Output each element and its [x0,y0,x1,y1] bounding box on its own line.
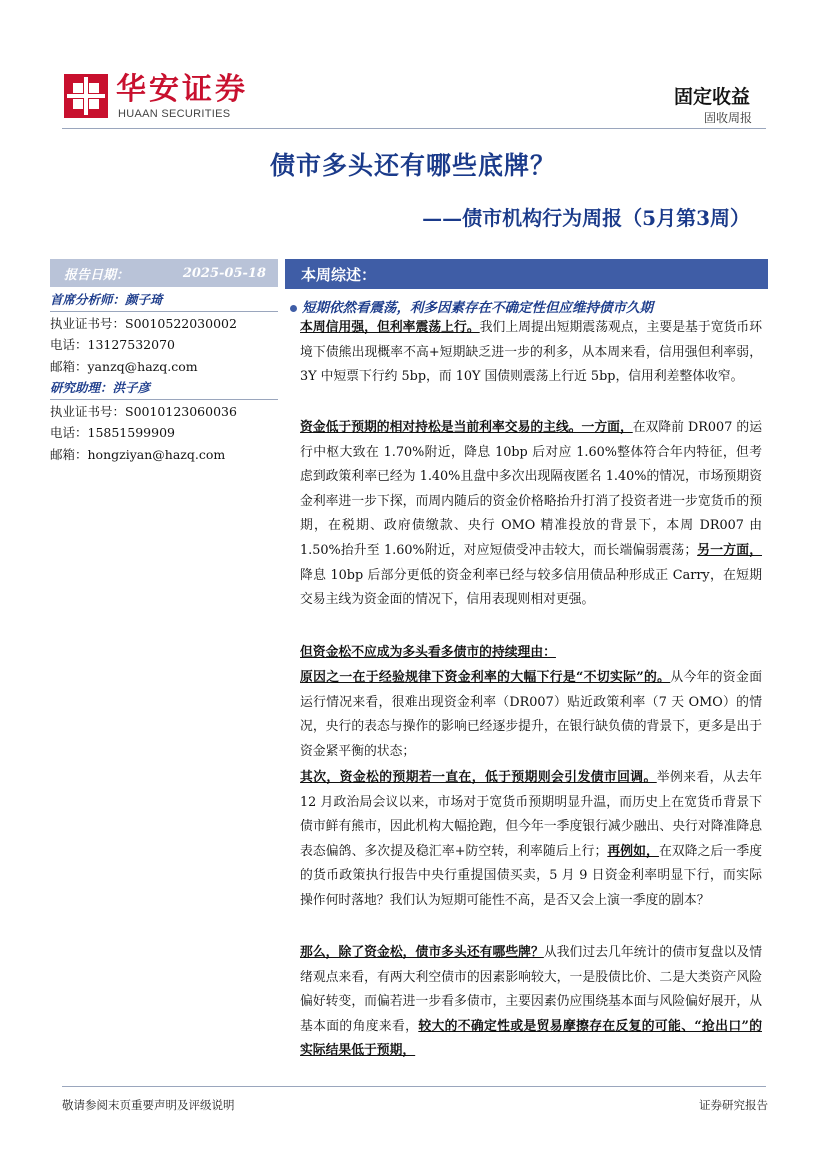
footer-divider [62,1086,766,1087]
bullet-text: 短期依然看震荡，利多因素存在不确定性但应维持债市久期 [302,300,653,316]
report-subcategory: 固收周报 [703,111,752,125]
assistant-email[interactable]: 邮箱：hongziyan@hazq.com [50,446,226,462]
paragraph-5-lead: 其次，资金松的预期若一直在，低于预期则会引发债市回调。 [300,770,657,785]
paragraph-6-body: 从我们过去几年统计的债市复盘以及情绪观点来看，有两大利空债市的因素影响较大，一是股债比价、二是大类资产风险偏好转变，而偏若进一步看多债市，主要因素仍应围绕基本面与风险偏好展开，从基本面的角度来看， [300,945,763,1034]
paragraph-2-lead-2: 另一方面， [697,542,762,558]
paragraph-1-lead: 本周信用强，但利率震荡上行。 [300,320,480,335]
header-divider [62,128,766,129]
paragraph-1-body: 我们上周提出短期震荡观点，主要是基于宽货币环境下债熊出现概率不高+短期缺乏进一步的利多，从本周来看，信用强但利率弱，3Y 中短票下行约 5bp，而 10Y 国债则震荡上行近 5bp，信用利差整体收窄。 [300,320,763,385]
assistant-divider [50,399,278,400]
report-date-label: 报告日期： [64,267,130,283]
paragraph-2-lead: 资金低于预期的相对持松是当前利率交易的主线。一方面， [300,420,633,435]
paragraph-6-lead: 那么，除了资金松，债市多头还有哪些牌？ [300,945,544,960]
paragraph-3 [300,641,762,666]
paragraph-4 [300,666,762,764]
analyst-divider [50,311,278,312]
analyst-role: 首席分析师：颜子琦 [50,292,163,307]
footer-report-type: 证券研究报告 [699,1098,768,1112]
analyst-block [50,289,278,465]
paragraph-4-body: 从今年的资金面运行情况来看，很难出现资金利率（DR007）贴近政策利率（7 天 OMO）的情况，央行的表态与操作的影响已经逐步提升，在银行缺负债的背景下，更多是出于资金紧平衡的状态； [300,670,762,759]
paragraph-4-lead: 原因之一在于经验规律下资金利率的大幅下行是“不切实际”的。 [300,670,671,685]
paragraph-2-body-2: 降息 10bp 后部分更低的资金利率已经与较多信用债品种形成正 Carry，在短期交易主线为资金面的情况下，信用表现则相对更强。 [300,567,762,608]
paragraph-1 [300,316,762,390]
section-bullet [290,296,653,316]
bullet-dot-icon [290,305,297,312]
report-category: 固定收益 [673,86,750,108]
analyst-email[interactable]: 邮箱：yanzq@hazq.com [50,358,198,374]
paragraph-5-body-2: 在双降之后一季度的货币政策执行报告中央行重提国债买卖，5 月 9 日资金利率明显下行，而实际操作何时落地？我们认为短期可能性不高，是否又会上演一季度的剧本？ [300,843,763,908]
company-logo-mark [64,74,108,118]
section-title: 本周综述： [301,265,377,284]
paragraph-2 [300,416,762,613]
paragraph-5 [300,766,762,914]
report-date-bar [50,259,278,287]
paragraph-5-body: 举例来看，从去年 12 月政治局会议以来，市场对于宽货币预期明显升温，而历史上在宽货币背景下债市鲜有熊市，因此机构大幅抢跑，但今年一季度银行减少融出、央行对降准降息表态偏鸽、多次提及稳汇率+防空转，利率随后上行； [300,770,763,859]
footer-disclaimer: 敬请参阅末页重要声明及评级说明 [62,1098,235,1112]
paragraph-6 [300,941,762,1064]
report-date-value: 2025-05-18 [182,265,266,281]
report-title: 债市多头还有哪些底牌？ [269,151,556,180]
report-subtitle: ——债市机构行为周报（5月第3周） [422,206,750,230]
assistant-role: 研究助理：洪子彦 [50,380,151,395]
paragraph-2-body: 在双降前 DR007 的运行中枢大致在 1.70%附近，降息 10bp 后对应 1.60%整体符合年内特征，但考虑到政策利率已经为 1.40%且盘中多次出现隔夜匿名 1.40%的情况，市场预期资金利率进一步下探，而周内随后的资金价格略抬升打消了投资者进一步宽货币的预期，在税期、政府债缴款、央行 OMO 精准投放的背景下，本周 DR007 由 1.50%抬升至 1.60%附近，对应短债受冲击较大，而长端偏弱震荡； [300,420,762,558]
paragraph-3-lead: 但资金松不应成为多头看多债市的持续理由： [300,645,556,660]
section-title-bar [285,259,768,289]
company-logo-text: 华安证券 [116,72,248,107]
analyst-phone: 电话：13127532070 [50,337,175,352]
analyst-cert: 执业证书号：S0010522030002 [50,315,237,331]
assistant-phone: 电话：15851599909 [50,425,175,440]
company-logo-english: HUAAN SECURITIES [118,108,231,120]
assistant-cert: 执业证书号：S0010123060036 [50,403,237,419]
paragraph-5-lead-2: 再例如， [607,843,659,859]
paragraph-6-lead-2: 较大的不确定性或是贸易摩擦存在反复的可能、“抢出口”的实际结果低于预期， [300,1018,762,1059]
